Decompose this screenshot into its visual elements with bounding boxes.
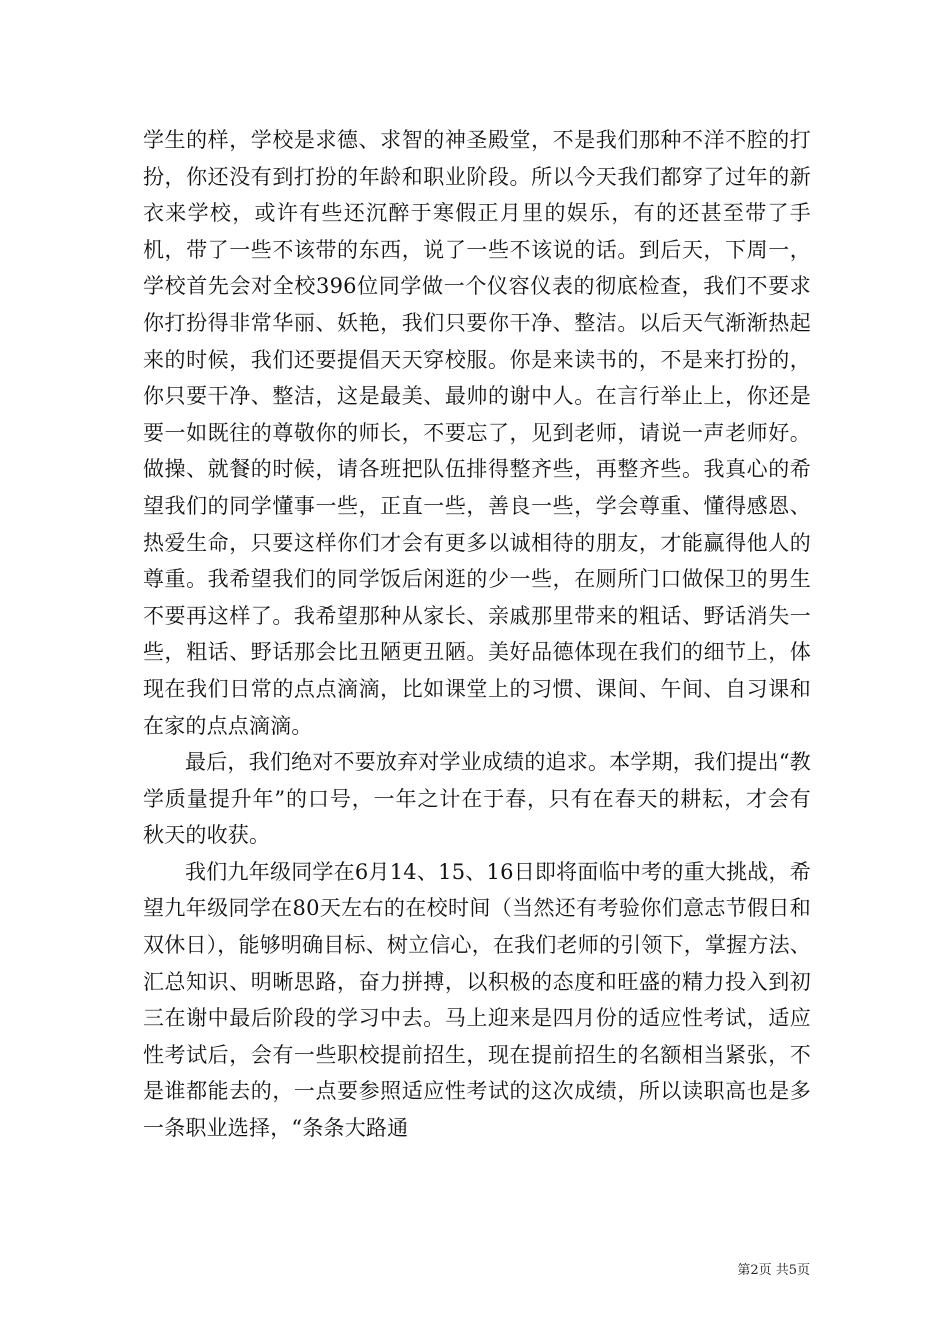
paragraph-2: 最后，我们绝对不要放弃对学业成绩的追求。本学期，我们提出“教学质量提升年”的口号，一年之计在于春，只有在春天的耕耘，才会有秋天的收获。: [143, 750, 811, 848]
page-number-footer: 第2页 共5页: [737, 1263, 810, 1278]
paragraph-1: 学生的样，学校是求德、求智的神圣殿堂，不是我们那种不洋不腔的打扮，你还没有到打扮的年龄和职业阶段。所以今天我们都穿了过年的新衣来学校，或许有些还沉醉于寒假正月里的娱乐，有的还甚至带了手机，带了一些不该带的东西，说了一些不该说的话。到后天，下周一，学校首先会对全校396位同学做一个仪容仪表的彻底检查，我们不要求你打扮得非常华丽、妖艳，我们只要你干净、整洁。以后天气渐渐热起来的时候，我们还要提倡天天穿校服。你是来读书的，不是来打扮的，你只要干净、整洁，这是最美、最帅的谢中人。在言行举止上，你还是要一如既往的尊敬你的师长，不要忘了，见到老师，请说一声老师好。做操、就餐的时候，请各班把队伍排得整齐些，再整齐些。我真心的希望我们的同学懂事一些，正直一些，善良一些，学会尊重、懂得感恩、热爱生命，只要这样你们才会有更多以诚相待的朋友，才能赢得他人的尊重。我希望我们的同学饭后闲逛的少一些，在厕所门口做保卫的男生不要再这样了。我希望那种从家长、亲戚那里带来的粗话、野话消失一些，粗话、野话那会比丑陋更丑陋。美好品德体现在我们的细节上，体现在我们日常的点点滴滴，比如课堂上的习惯、课间、午间、自习课和在家的点点滴滴。: [143, 128, 811, 738]
document-body: [143, 122, 811, 1147]
paragraph-3: 我们九年级同学在6月14、15、16日即将面临中考的重大挑战，希望九年级同学在80天左右的在校时间（当然还有考验你们意志节假日和双休日），能够明确目标、树立信心，在我们老师的引领下，掌握方法、汇总知识、明晰思路，奋力拼搏，以积极的态度和旺盛的精力投入到初三在谢中最后阶段的学习中去。马上迎来是四月份的适应性考试，适应性考试后，会有一些职校提前招生，现在提前招生的名额相当紧张，不是谁都能去的，一点要参照适应性考试的这次成绩，所以读职高也是多一条职业选择，“条条大路通: [143, 859, 811, 1141]
